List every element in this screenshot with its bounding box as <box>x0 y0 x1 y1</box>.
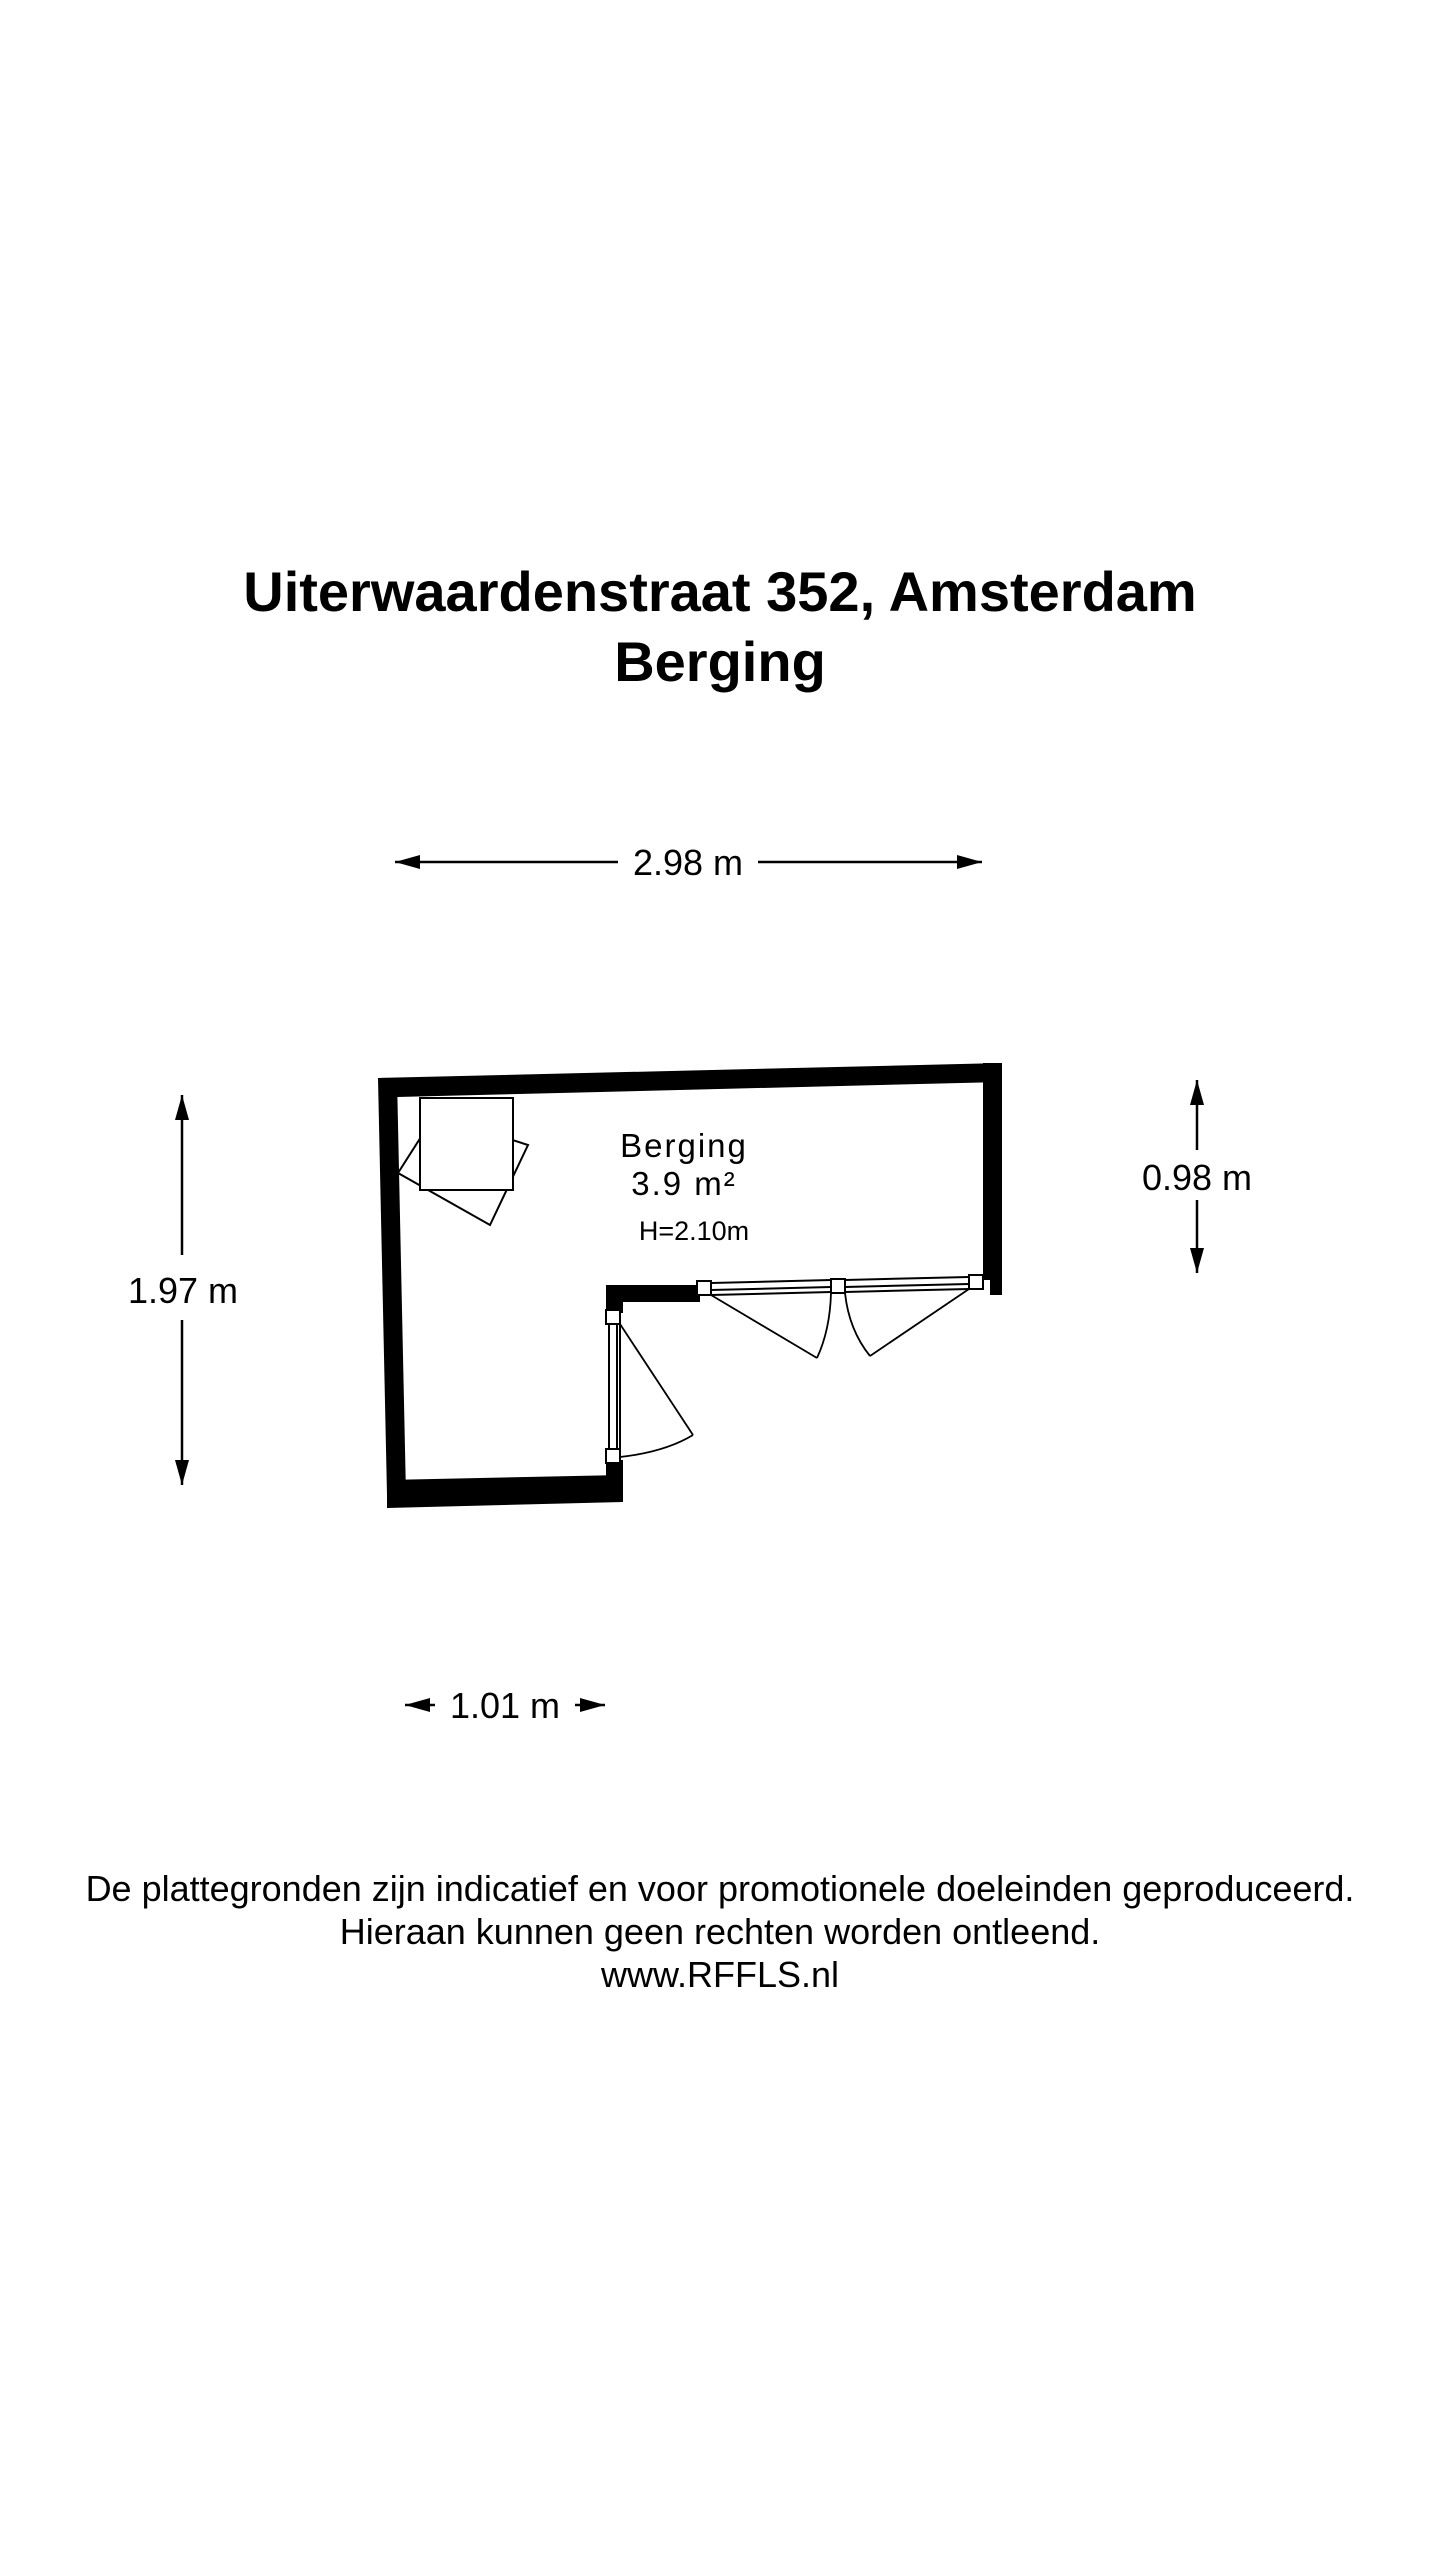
arrow-down-icon <box>175 1460 189 1485</box>
room-area: 3.9 m² <box>631 1165 737 1202</box>
dimension-left-height <box>128 1095 238 1485</box>
dimension-bottom-label: 1.01 m <box>449 1685 561 1726</box>
door-double <box>697 1275 983 1358</box>
website-link: www.RFFLS.nl <box>600 1954 840 1995</box>
arrow-down-icon <box>1190 1248 1204 1273</box>
room-name: Berging <box>620 1127 748 1164</box>
arrow-right-icon <box>957 855 982 869</box>
dimension-top-label: 2.98 m <box>632 842 744 883</box>
page-title: Uiterwaardenstraat 352, Amsterdam <box>243 560 1197 623</box>
dimension-right-height <box>1142 1080 1252 1273</box>
dimension-right-label: 0.98 m <box>1141 1157 1253 1198</box>
dimension-bottom-width <box>405 1685 605 1726</box>
arrow-right-icon <box>580 1698 605 1712</box>
dimension-top-width <box>395 842 982 883</box>
arrow-up-icon <box>1190 1080 1204 1105</box>
dimension-left-label: 1.97 m <box>127 1270 239 1311</box>
disclaimer-line-2: Hieraan kunnen geen rechten worden ontleend. <box>339 1911 1101 1952</box>
arrow-up-icon <box>175 1095 189 1120</box>
arrow-left-icon <box>395 855 420 869</box>
floor-title: Berging <box>614 630 826 693</box>
room-height: H=2.10m <box>638 1216 750 1246</box>
arrow-left-icon <box>405 1698 430 1712</box>
disclaimer-line-1: De plattegronden zijn indicatief en voor promotionele doeleinden geproduceerd. <box>85 1868 1355 1909</box>
furniture-box <box>398 1098 528 1225</box>
door-left <box>606 1310 693 1463</box>
